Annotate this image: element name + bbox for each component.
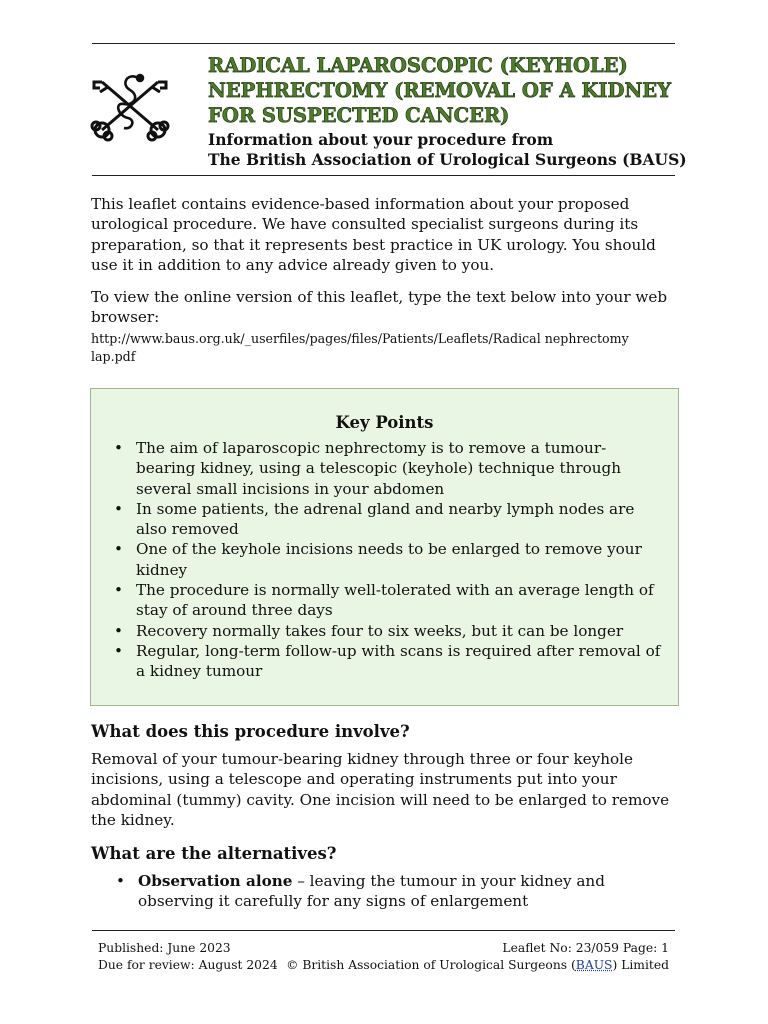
list-item-line: One of the keyhole incisions needs to be enlarged to remove your [136,540,642,559]
title-line: RADICAL LAPAROSCOPIC (KEYHOLE) [208,54,628,77]
subtitle-line: Information about your procedure from [208,130,554,149]
list-item-line: several small incisions in your abdomen [136,479,445,498]
key-points-box [90,388,679,706]
list-item [111,621,660,641]
list-item [113,871,698,912]
paragraph-line: use it in addition to any advice already given to you. [91,255,495,274]
alternatives-heading: What are the alternatives? [91,844,337,863]
copyright-text: ) Limited [612,958,669,972]
paragraph-line: urological procedure. We have consulted specialist surgeons during its [91,215,639,234]
bullet-icon: • [114,439,123,457]
footer-right [286,940,669,974]
list-item-line: kidney [136,560,188,579]
list-item [111,499,660,540]
list-item [111,438,660,499]
leaflet-number: Leaflet No: 23/059 Page: 1 [502,941,669,955]
header-bottom-rule [92,175,675,176]
paragraph-line: incisions, using a telescope and operating instruments put into your [91,770,617,789]
title-line: NEPHRECTOMY (REMOVAL OF A KIDNEY [208,79,672,102]
copyright-notice [286,957,669,974]
subtitle-line: The British Association of Urological Surgeons (BAUS) [208,150,687,169]
alternative-text: observing it carefully for any signs of enlargement [138,892,529,911]
copyright-text: © British Association of Urological Surgeons ( [286,958,576,972]
list-item-line: also removed [136,520,239,539]
leaflet-subtitle [208,130,687,170]
procedure-paragraph [91,749,676,830]
paragraph-line: preparation, so that it represents best practice in UK urology. You should [91,235,656,254]
list-item-line: a kidney tumour [136,662,263,681]
baus-link[interactable]: BAUS [575,958,613,972]
list-item-line: In some patients, the adrenal gland and nearby lymph nodes are [136,499,635,518]
url-line[interactable]: http://www.baus.org.uk/_userfiles/pages/files/Patients/Leaflets/Radical nephrectomy [91,331,629,346]
bullet-icon: • [114,499,123,518]
leaflet-title [208,53,678,128]
alternative-title: Observation alone [138,872,293,890]
procedure-heading: What does this procedure involve? [91,722,410,741]
footer-left [98,940,278,974]
review-date: Due for review: August 2024 [98,958,278,972]
title-line: FOR SUSPECTED CANCER) [208,104,510,127]
paragraph-line: To view the online version of this leaflet, type the text below into your web [91,288,668,306]
bullet-icon: • [114,641,123,660]
list-item-line: The procedure is normally well-tolerated with an average length of [136,581,654,600]
list-item [111,539,660,580]
paragraph-line: Removal of your tumour-bearing kidney through three or four keyhole [91,750,634,768]
leaflet-url[interactable] [91,330,629,366]
footer-rule [92,930,675,931]
baus-keys-logo-icon [88,70,172,144]
list-item-line: bearing kidney, using a telescopic (keyhole) technique through [136,459,622,478]
bullet-icon: • [114,621,123,640]
paragraph-line: the kidney. [91,810,175,829]
key-points-list [111,438,660,682]
list-item-line: The aim of laparoscopic nephrectomy is to remove a tumour- [136,439,607,457]
online-version-paragraph [91,287,676,328]
list-item [111,641,660,682]
alternatives-list [113,871,698,912]
bullet-icon: • [114,581,123,600]
list-item-line: Recovery normally takes four to six weeks, but it can be longer [136,621,624,640]
key-points-title: Key Points [335,413,434,432]
bullet-icon: • [114,540,123,559]
paragraph-line: abdominal (tummy) cavity. One incision will need to be enlarged to remove [91,790,670,809]
list-item-line: Regular, long-term follow-up with scans is required after removal of [136,641,661,660]
bullet-icon: • [116,872,125,890]
published-date: Published: June 2023 [98,941,231,955]
intro-paragraph [91,194,676,275]
url-line[interactable]: lap.pdf [91,349,136,364]
list-item-line: stay of around three days [136,601,333,620]
list-item [111,580,660,621]
alternative-text: – leaving the tumour in your kidney and [292,872,605,890]
paragraph-line: This leaflet contains evidence-based information about your proposed [91,195,630,213]
top-rule [92,43,675,44]
paragraph-line: browser: [91,308,160,327]
